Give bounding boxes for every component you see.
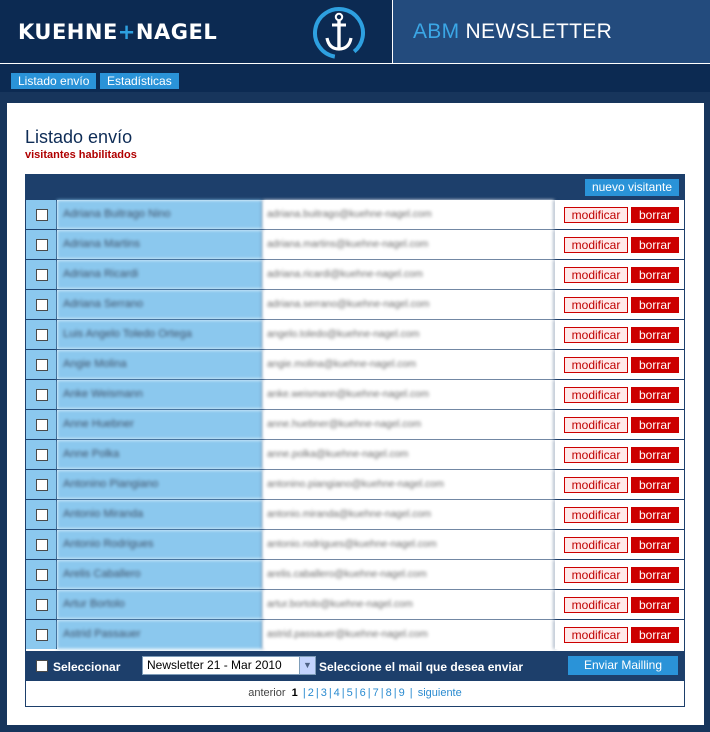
row-check-cell xyxy=(26,320,57,349)
visitor-name: Anne Polka xyxy=(57,440,263,469)
visitor-email: adriana.buitrago@kuehne-nagel.com xyxy=(263,200,555,229)
visitor-email: anke.weismann@kuehne-nagel.com xyxy=(263,380,555,409)
delete-button[interactable]: borrar xyxy=(631,417,679,433)
row-check-cell xyxy=(26,590,57,619)
modify-button[interactable]: modificar xyxy=(564,267,628,283)
row-actions xyxy=(555,470,684,499)
delete-button[interactable]: borrar xyxy=(631,627,679,643)
pager-next[interactable]: siguiente xyxy=(417,687,462,699)
table-row xyxy=(26,349,684,379)
row-checkbox[interactable] xyxy=(36,479,48,491)
visitor-name: Luis Angelo Toledo Ortega xyxy=(57,320,263,349)
row-actions xyxy=(555,230,684,259)
modify-button[interactable]: modificar xyxy=(564,417,628,433)
row-actions xyxy=(555,560,684,589)
select-all-checkbox[interactable] xyxy=(36,660,48,672)
send-mailing-button[interactable]: Enviar Mailling xyxy=(568,656,678,675)
table-row xyxy=(26,529,684,559)
table-row xyxy=(26,499,684,529)
table-row xyxy=(26,619,684,649)
modify-button[interactable]: modificar xyxy=(564,297,628,313)
modify-button[interactable]: modificar xyxy=(564,327,628,343)
pager-page-link[interactable]: 4 xyxy=(333,687,340,699)
modify-button[interactable]: modificar xyxy=(564,597,628,613)
delete-button[interactable]: borrar xyxy=(631,597,679,613)
newsletter-select[interactable] xyxy=(142,656,316,675)
pager-page-link[interactable]: 9 xyxy=(398,687,405,699)
visitor-email: antonio.miranda@kuehne-nagel.com xyxy=(263,500,555,529)
visitor-name: Astrid Passauer xyxy=(57,620,263,649)
modify-button[interactable]: modificar xyxy=(564,507,628,523)
visitor-name: Antonio Miranda xyxy=(57,500,263,529)
row-actions xyxy=(555,260,684,289)
delete-button[interactable]: borrar xyxy=(631,237,679,253)
anchor-logo-icon xyxy=(312,6,366,60)
visitor-name: Angie Molina xyxy=(57,350,263,379)
row-check-cell xyxy=(26,260,57,289)
delete-button[interactable]: borrar xyxy=(631,207,679,223)
delete-button[interactable]: borrar xyxy=(631,477,679,493)
visitor-name: Artur Bortolo xyxy=(57,590,263,619)
row-check-cell xyxy=(26,380,57,409)
modify-button[interactable]: modificar xyxy=(564,207,628,223)
pager-page-link[interactable]: 5 xyxy=(346,687,353,699)
brand-left: KUEHNE xyxy=(18,20,118,44)
brand-plus: + xyxy=(117,20,136,44)
visitor-name: Adriana Martins xyxy=(57,230,263,259)
table-header xyxy=(26,175,684,199)
table-row xyxy=(26,589,684,619)
app-header xyxy=(0,0,710,64)
page-subtitle: visitantes habilitados xyxy=(25,149,137,161)
table-row xyxy=(26,289,684,319)
modify-button[interactable]: modificar xyxy=(564,447,628,463)
row-checkbox[interactable] xyxy=(36,329,48,341)
row-check-cell xyxy=(26,560,57,589)
main-nav xyxy=(0,64,710,92)
modify-button[interactable]: modificar xyxy=(564,537,628,553)
pagination: anterior 1 | 2 | 3 | 4 | 5 | 6 | 7 | 8 | 9 | siguiente xyxy=(26,681,684,706)
row-checkbox[interactable] xyxy=(36,209,48,221)
row-checkbox[interactable] xyxy=(36,539,48,551)
row-actions xyxy=(555,500,684,529)
row-check-cell xyxy=(26,350,57,379)
row-check-cell xyxy=(26,470,57,499)
brand-area xyxy=(0,0,392,64)
visitor-email: angelo.toledo@kuehne-nagel.com xyxy=(263,320,555,349)
content-panel xyxy=(7,103,704,725)
select-all-label: Seleccionar xyxy=(53,660,121,674)
row-checkbox[interactable] xyxy=(36,569,48,581)
new-visitor-button[interactable]: nuevo visitante xyxy=(585,179,679,196)
visitor-name: Anke Weismann xyxy=(57,380,263,409)
delete-button[interactable]: borrar xyxy=(631,537,679,553)
app-title-main: NEWSLETTER xyxy=(459,20,613,43)
row-checkbox[interactable] xyxy=(36,449,48,461)
visitor-email: angie.molina@kuehne-nagel.com xyxy=(263,350,555,379)
pager-page-link[interactable]: 6 xyxy=(359,687,366,699)
visitor-name: Arelis Caballero xyxy=(57,560,263,589)
table-row xyxy=(26,469,684,499)
row-check-cell xyxy=(26,410,57,439)
pager-page-link[interactable]: 7 xyxy=(372,687,379,699)
delete-button[interactable]: borrar xyxy=(631,357,679,373)
visitor-email: adriana.ricardi@kuehne-nagel.com xyxy=(263,260,555,289)
visitor-email: adriana.martins@kuehne-nagel.com xyxy=(263,230,555,259)
table-row xyxy=(26,229,684,259)
modify-button[interactable]: modificar xyxy=(564,477,628,493)
visitor-email: anne.huebner@kuehne-nagel.com xyxy=(263,410,555,439)
row-checkbox[interactable] xyxy=(36,359,48,371)
page-title: Listado envío xyxy=(25,127,133,147)
app-title xyxy=(413,20,612,44)
row-checkbox[interactable] xyxy=(36,509,48,521)
row-checkbox[interactable] xyxy=(36,239,48,251)
visitor-email: adriana.serrano@kuehne-nagel.com xyxy=(263,290,555,319)
table-row xyxy=(26,259,684,289)
select-mail-hint: Seleccione el mail que desea enviar xyxy=(319,660,524,674)
modify-button[interactable]: modificar xyxy=(564,627,628,643)
row-check-cell xyxy=(26,530,57,559)
row-checkbox[interactable] xyxy=(36,419,48,431)
row-actions xyxy=(555,410,684,439)
app-title-area xyxy=(392,0,710,64)
row-actions xyxy=(555,290,684,319)
row-actions xyxy=(555,620,684,649)
row-actions xyxy=(555,440,684,469)
row-check-cell xyxy=(26,200,57,229)
row-checkbox[interactable] xyxy=(36,389,48,401)
row-check-cell xyxy=(26,500,57,529)
delete-button[interactable]: borrar xyxy=(631,387,679,403)
visitor-email: anne.polka@kuehne-nagel.com xyxy=(263,440,555,469)
visitor-name: Adriana Serrano xyxy=(57,290,263,319)
visitors-table xyxy=(25,174,685,707)
row-checkbox[interactable] xyxy=(36,299,48,311)
chevron-down-icon[interactable]: ▼ xyxy=(299,657,315,674)
pager-current: 1 xyxy=(291,687,298,699)
delete-button[interactable]: borrar xyxy=(631,297,679,313)
modify-button[interactable]: modificar xyxy=(564,357,628,373)
visitor-name: Antonino Piangiano xyxy=(57,470,263,499)
row-actions xyxy=(555,590,684,619)
modify-button[interactable]: modificar xyxy=(564,387,628,403)
visitor-name: Adriana Buitrago Nino xyxy=(57,200,263,229)
row-checkbox[interactable] xyxy=(36,599,48,611)
row-check-cell xyxy=(26,230,57,259)
pager-page-link[interactable]: 2 xyxy=(307,687,314,699)
modify-button[interactable]: modificar xyxy=(564,567,628,583)
row-actions xyxy=(555,350,684,379)
pager-page-link[interactable]: 8 xyxy=(385,687,392,699)
table-row xyxy=(26,559,684,589)
delete-button[interactable]: borrar xyxy=(631,567,679,583)
visitor-email: arelis.caballero@kuehne-nagel.com xyxy=(263,560,555,589)
visitor-email: antonio.rodrigues@kuehne-nagel.com xyxy=(263,530,555,559)
visitor-email: artur.bortolo@kuehne-nagel.com xyxy=(263,590,555,619)
visitor-name: Anne Huebner xyxy=(57,410,263,439)
pager-prev[interactable]: anterior xyxy=(248,687,286,699)
delete-button[interactable]: borrar xyxy=(631,447,679,463)
row-check-cell xyxy=(26,440,57,469)
table-row xyxy=(26,379,684,409)
table-row xyxy=(26,439,684,469)
delete-button[interactable]: borrar xyxy=(631,327,679,343)
table-row xyxy=(26,199,684,229)
row-actions xyxy=(555,380,684,409)
table-footer xyxy=(26,651,684,681)
delete-button[interactable]: borrar xyxy=(631,267,679,283)
brand-right: NAGEL xyxy=(135,20,218,44)
kuehne-nagel-logo-text xyxy=(18,20,217,44)
modify-button[interactable]: modificar xyxy=(564,237,628,253)
row-check-cell xyxy=(26,620,57,649)
app-title-prefix: ABM xyxy=(413,20,460,43)
newsletter-select-value: Newsletter 21 - Mar 2010 xyxy=(147,658,282,672)
visitor-name: Antonio Rodrigues xyxy=(57,530,263,559)
pager-page-link[interactable]: 3 xyxy=(320,687,327,699)
delete-button[interactable]: borrar xyxy=(631,507,679,523)
row-actions xyxy=(555,200,684,229)
visitor-email: astrid.passauer@kuehne-nagel.com xyxy=(263,620,555,649)
row-check-cell xyxy=(26,290,57,319)
visitor-name: Adriana Ricardi xyxy=(57,260,263,289)
table-row xyxy=(26,319,684,349)
visitor-email: antonino.piangiano@kuehne-nagel.com xyxy=(263,470,555,499)
row-checkbox[interactable] xyxy=(36,269,48,281)
row-actions xyxy=(555,320,684,349)
nav-listado-envio[interactable]: Listado envío xyxy=(11,73,96,89)
row-checkbox[interactable] xyxy=(36,629,48,641)
table-row xyxy=(26,409,684,439)
row-actions xyxy=(555,530,684,559)
nav-estadisticas[interactable]: Estadísticas xyxy=(100,73,179,89)
